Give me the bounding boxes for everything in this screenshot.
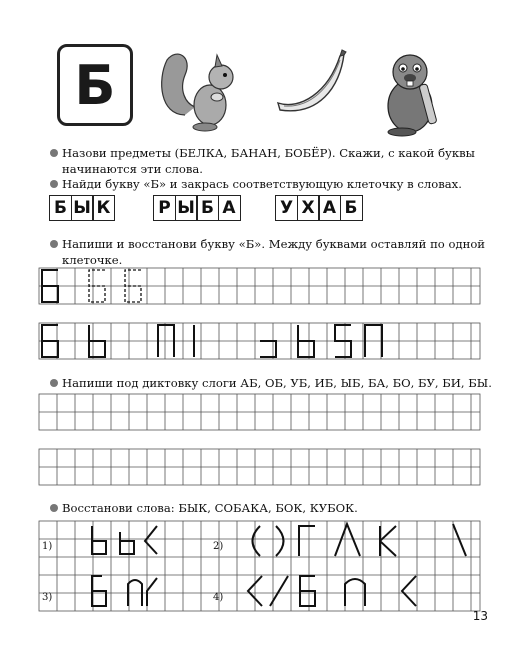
letter-card-text: Б xyxy=(74,53,116,117)
letter-cell[interactable]: Ы xyxy=(71,195,94,221)
exercise-label-3: 3) xyxy=(42,592,53,603)
letter-b-sample xyxy=(42,270,58,302)
letter-cell[interactable]: А xyxy=(218,195,241,221)
instruction-restore-words: Восстанови слова: БЫК, СОБАКА, БОК, КУБОК. xyxy=(50,500,358,516)
letter-cell[interactable]: Ы xyxy=(175,195,198,221)
letter-cell[interactable]: Р xyxy=(153,195,176,221)
word-fragments xyxy=(92,524,466,606)
writing-grid-dictation-1[interactable] xyxy=(39,394,480,430)
exercise-label-4: 4) xyxy=(213,592,224,603)
page-number: 13 xyxy=(472,609,488,623)
letter-cell[interactable]: А xyxy=(318,195,341,221)
letter-cell[interactable]: У xyxy=(275,195,298,221)
instruction-find-letter: Найди букву «Б» и закрась соответствующую клеточку в словах. xyxy=(50,176,462,192)
exercise-label-2: 2) xyxy=(213,541,224,552)
exercise-label-1: 1) xyxy=(42,541,53,552)
letter-cell[interactable]: Б xyxy=(49,195,72,221)
letter-cell[interactable]: К xyxy=(92,195,115,221)
instruction-write-letter: Напиши и восстанови букву «Б». Между буквами оставляй по одной клеточке. xyxy=(50,236,485,268)
writing-grid-dictation-2[interactable] xyxy=(39,449,480,485)
instruction-dictation: Напиши под диктовку слоги АБ, ОБ, УБ, ИБ, ЫБ, БА, БО, БУ, БИ, БЫ. xyxy=(50,375,492,391)
letter-cell[interactable]: Х xyxy=(297,195,320,221)
letter-cell[interactable]: Б xyxy=(196,195,219,221)
letter-cell[interactable]: Б xyxy=(340,195,363,221)
instruction-name-objects: Назови предметы (БЕЛКА, БАНАН, БОБЁР). Скажи, с какой буквы начинаются эти слова. xyxy=(50,145,475,177)
